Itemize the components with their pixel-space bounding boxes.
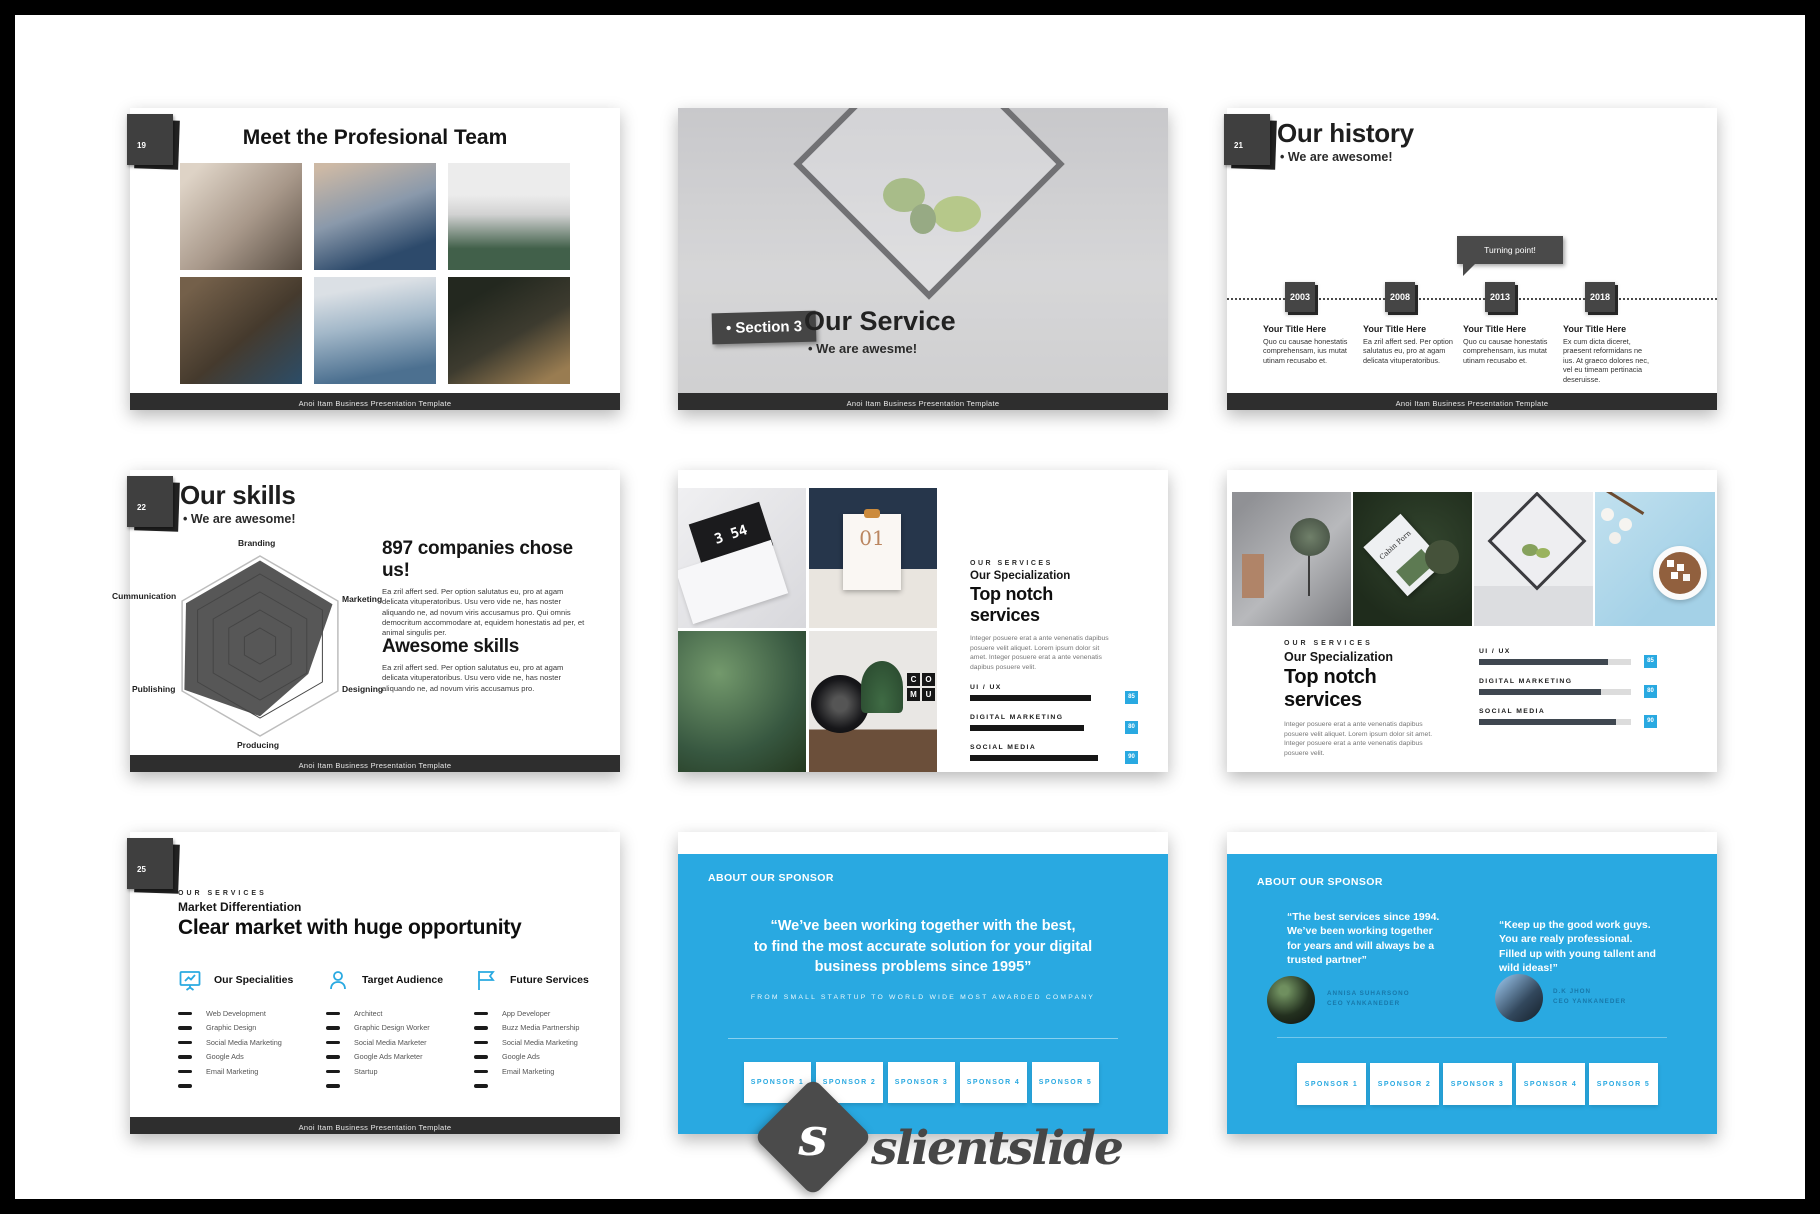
milestone (1463, 324, 1555, 365)
photo-cabin-book (1353, 492, 1472, 626)
slide-market[interactable] (130, 832, 620, 1134)
footer-text: Anoi Itam Business Presentation Template (1395, 399, 1549, 408)
list-item (178, 1064, 320, 1079)
testimonial-role: CEO YANKANEDER (1553, 998, 1627, 1005)
market-column-future (474, 968, 616, 1093)
testimonial-avatar (1267, 976, 1315, 1024)
cocoa-cup (1653, 546, 1707, 600)
radar-label: Cummunication (112, 591, 177, 601)
skills-block-1 (382, 538, 588, 638)
list-item (178, 1035, 320, 1050)
slide-number-badge (127, 838, 177, 894)
footer-text: Anoi Itam Business Presentation Template (298, 1123, 452, 1132)
team-photo-grid (180, 163, 570, 384)
moss-blob (1536, 548, 1550, 558)
testimonial-role: CEO YANKANEDER (1327, 1000, 1401, 1007)
letterboard-tile: O (922, 673, 935, 686)
item-text: Architect (354, 1008, 383, 1018)
quote-line: business problems since 1995” (814, 959, 1032, 976)
item-text: App Developer (502, 1008, 551, 1018)
services-text-block (970, 560, 1135, 774)
slide-subtitle: • We are awesome! (183, 512, 296, 526)
bar-fill (970, 695, 1091, 701)
column-header (178, 968, 320, 992)
services-title: Top notch services (1284, 666, 1377, 711)
logo-monogram: s (798, 1106, 828, 1168)
services-body: Integer posuere erat a ante venenatis dapibus posuere velit aliquet. Lorem ipsum dolor sit amet. Integer posuere erat a ante venenatis dapibus posuere velit. (970, 635, 1109, 671)
section-badge: • Section 3 (712, 311, 817, 345)
footer-text: Anoi Itam Business Presentation Template (298, 761, 452, 770)
milestone-body: Quo cu causae honestatis comprehensam, ius mutat utinam recusabo et. (1463, 337, 1548, 365)
services-text-block (1284, 640, 1449, 758)
bar-value-badge: 80 (1125, 721, 1138, 734)
timeline-year-badge (1385, 282, 1415, 312)
slide-number: 25 (137, 865, 146, 874)
item-text: Social Media Marketing (206, 1037, 282, 1047)
team-photo-man-camera (180, 277, 302, 384)
column-items (474, 1006, 616, 1093)
book-title: Cabin Porn (1377, 529, 1413, 562)
photo-terrarium (1474, 492, 1593, 626)
item-text: Google Ads (206, 1052, 244, 1062)
macaron (1425, 540, 1459, 574)
testimonial-avatar (1495, 974, 1543, 1022)
services-photo-row (1232, 492, 1717, 626)
sponsor-blue-panel (678, 854, 1168, 1134)
year-text: 2003 (1289, 292, 1311, 302)
column-header (326, 968, 468, 992)
radar-label: Publishing (132, 684, 176, 694)
column-title: Future Services (510, 974, 589, 986)
year-text: 2008 (1389, 292, 1411, 302)
year-text: 2013 (1489, 292, 1511, 302)
testimonial-quote: “Keep up the good work guys. You are realy professional. Filled up with young tallent and wild ideas!” (1499, 919, 1656, 975)
dash-bullet (178, 1012, 192, 1016)
dash-bullet (178, 1084, 192, 1088)
bar-label: DIGITAL MARKETING (970, 714, 1064, 722)
skill-bar (970, 684, 1135, 701)
list-item (326, 1006, 468, 1021)
dash-bullet (178, 1026, 192, 1030)
market-eyebrow: OUR SERVICES (178, 890, 267, 897)
services-title: Top notch services (970, 584, 1053, 625)
item-text: Social Media Marketing (502, 1037, 578, 1047)
testimonial-name: D.K JHON (1553, 988, 1592, 995)
skills-body-2: Ea zril affert sed. Per option salutatus eu, pro at agam delicata vituperatoribus. Usu vero vide ne, has noster aliquando ne, ad novum viris accusamus pro. (382, 663, 564, 693)
dash-bullet (326, 1026, 340, 1030)
list-item (326, 1079, 468, 1094)
column-title: Target Audience (362, 974, 444, 986)
slide-footer (130, 755, 620, 772)
list-item (178, 1006, 320, 1021)
laptop-keyboard (678, 540, 788, 624)
column-items (178, 1006, 320, 1093)
slide-history[interactable] (1227, 108, 1717, 410)
bar-track (970, 695, 1112, 701)
sponsor-button[interactable] (1370, 1063, 1439, 1105)
sponsor-button[interactable] (1516, 1063, 1585, 1105)
flag-icon (474, 968, 498, 992)
team-photo-man-denim (314, 277, 436, 384)
dash-bullet (474, 1084, 488, 1088)
column-header (474, 968, 616, 992)
dash-bullet (474, 1026, 488, 1030)
presentation-chart-icon (178, 968, 202, 992)
item-text: Google Ads Marketer (354, 1052, 423, 1062)
sponsor-button[interactable] (1589, 1063, 1658, 1105)
services-eyebrow: OUR SERVICES (1284, 640, 1373, 647)
timeline-year-badge (1285, 282, 1315, 312)
sponsor-button-label: SPONSOR 4 (966, 1079, 1021, 1086)
potted-plant (861, 661, 903, 713)
bar-fill (1479, 689, 1601, 695)
list-item (178, 1021, 320, 1036)
photo-plant-leaves (678, 631, 806, 772)
slide-subtitle: • We are awesome! (1280, 150, 1393, 164)
milestone (1363, 324, 1455, 365)
bar-value-badge: 80 (1644, 685, 1657, 698)
sponsor-button[interactable] (1443, 1063, 1512, 1105)
slide-team[interactable] (130, 108, 620, 410)
market-column-audience (326, 968, 468, 1093)
timeline-year-badge (1485, 282, 1515, 312)
slientslide-diamond-icon (754, 1078, 873, 1197)
sponsor-quote (723, 916, 1123, 978)
milestone-heading: Your Title Here (1263, 324, 1327, 334)
sponsor-button-label: SPONSOR 1 (1304, 1080, 1359, 1088)
slide-number-badge (1224, 114, 1274, 170)
dash-bullet (474, 1055, 488, 1059)
radar-label: Producing (237, 740, 280, 750)
photo-cotton-cocoa (1595, 492, 1715, 626)
slide-section[interactable] (678, 108, 1168, 410)
dash-bullet (326, 1084, 340, 1088)
calendar-clip (864, 509, 880, 518)
slientslide-logo (759, 1095, 1239, 1214)
item-text: Email Marketing (502, 1066, 555, 1076)
column-title: Our Specialities (214, 974, 294, 986)
radar-label: Designing (342, 684, 384, 694)
copper-door (1242, 554, 1264, 598)
team-photo-man-map (314, 163, 436, 270)
milestone-heading: Your Title Here (1563, 324, 1627, 334)
milestone-body: Ea zril affert sed. Per option salutatus eu, pro at agam delicata vituperatoribus. (1363, 337, 1453, 365)
section-image (678, 108, 1168, 410)
footer-text: Anoi Itam Business Presentation Template (298, 399, 452, 408)
bar-value-badge: 90 (1125, 751, 1138, 764)
team-photo-man-suit (448, 277, 570, 384)
photo-laptop-clock (678, 488, 806, 628)
list-item (474, 1021, 616, 1036)
slide-number-badge (127, 476, 177, 532)
milestone-heading: Your Title Here (1463, 324, 1527, 334)
testimonial-name-block (1553, 988, 1626, 1005)
slide-number: 19 (137, 141, 146, 150)
slide-number-badge (127, 114, 177, 170)
letterboard-tile: M (907, 688, 920, 701)
testimonial-name: ANNISA SUHARSONO (1327, 990, 1410, 997)
item-text: Buzz Media Partnership (502, 1023, 580, 1033)
bar-label: UI / UX (1479, 648, 1511, 655)
sponsor-label: ABOUT OUR SPONSOR (1257, 876, 1383, 888)
dash-bullet (178, 1041, 192, 1045)
slide-footer (130, 393, 620, 410)
cocoa (1659, 552, 1701, 594)
badge-front (127, 838, 173, 889)
item-text: Graphic Design (206, 1023, 257, 1033)
year-text: 2018 (1589, 292, 1611, 302)
team-photo-woman-hat (180, 163, 302, 270)
bar-value-badge: 85 (1644, 655, 1657, 668)
slide-title: Meet the Profesional Team (242, 126, 508, 149)
radar-label: Branding (238, 538, 276, 548)
slide-services-a[interactable] (678, 470, 1168, 772)
slide-sponsor-testimonials[interactable] (1227, 832, 1717, 1134)
cotton-ball (1609, 532, 1621, 544)
dash-bullet (326, 1012, 340, 1016)
list-item (326, 1050, 468, 1065)
photo-courtyard-tree (1232, 492, 1351, 626)
sponsor-button-label: SPONSOR 2 (1377, 1080, 1432, 1088)
slide-footer (130, 1117, 620, 1134)
skills-body-1: Ea zril affert sed. Per option salutatus eu, pro at agam delicata vituperatoribus. Usu vero vide ne, has noster aliquando ne, ad novum viris accusamus pro. Qui omnis democritum accommodare at, equidem honestatis ad per, et animal singulis per. (382, 587, 585, 637)
list-item (474, 1064, 616, 1079)
sponsor-tagline: FROM SMALL STARTUP TO WORLD WIDE MOST AWARDED COMPANY (750, 994, 1096, 1001)
market-title: Clear market with huge opportunity (178, 916, 522, 939)
list-item (326, 1021, 468, 1036)
sponsor-button-label: SPONSOR 3 (1450, 1080, 1505, 1088)
services-subheading: Our Specialization (970, 570, 1071, 582)
image-overlay (678, 108, 1168, 410)
slide-number: 22 (137, 503, 146, 512)
skill-bar (1479, 648, 1654, 665)
sponsor-buttons (1297, 1063, 1658, 1105)
sponsor-button[interactable] (1297, 1063, 1366, 1105)
user-icon (326, 968, 350, 992)
slide-sponsor-quote[interactable] (678, 832, 1168, 1134)
list-item (178, 1079, 320, 1094)
logo-wordmark: slientslide (871, 1121, 1122, 1176)
market-subheading: Market Differentiation (178, 900, 302, 914)
dash-bullet (474, 1012, 488, 1016)
sponsor-button-label: SPONSOR 4 (1523, 1080, 1578, 1088)
footer-text: Anoi Itam Business Presentation Template (846, 399, 1000, 408)
dash-bullet (178, 1055, 192, 1059)
sponsor-button-label: SPONSOR 5 (1596, 1080, 1651, 1088)
sponsor-label: ABOUT OUR SPONSOR (708, 872, 834, 884)
terrarium-cube-icon (1488, 492, 1587, 590)
bar-label: SOCIAL MEDIA (1479, 708, 1546, 715)
dash-bullet (474, 1041, 488, 1045)
list-item (474, 1035, 616, 1050)
bar-track (1479, 689, 1631, 695)
letterboard-tile: C (907, 673, 920, 686)
services-subheading: Our Specialization (1284, 650, 1394, 664)
services-body: Integer posuere erat a ante venenatis dapibus posuere velit aliquet. Lorem ipsum dolor sit amet. Integer posuere erat a ante venenatis dapibus posuere velit. (1284, 721, 1433, 757)
bar-label: UI / UX (970, 684, 1002, 692)
bar-fill (1479, 659, 1608, 665)
services-photo-grid (678, 488, 937, 772)
dash-bullet (178, 1070, 192, 1074)
bar-track (970, 725, 1112, 731)
skill-bar (970, 714, 1135, 731)
flip-clock-time: 3 54 (712, 522, 750, 548)
bar-label: SOCIAL MEDIA (970, 744, 1037, 752)
quote-line: “We’ve been working together with the best, (770, 918, 1076, 934)
bar-value-badge: 90 (1644, 715, 1657, 728)
sponsor-button-label: SPONSOR 3 (894, 1079, 949, 1086)
slide-services-b[interactable] (1227, 470, 1717, 772)
marshmallow (1677, 564, 1684, 571)
marshmallow (1667, 560, 1674, 567)
bar-fill (970, 755, 1098, 761)
dash-bullet (326, 1070, 340, 1074)
item-text: Web Development (206, 1008, 266, 1018)
skill-bar (1479, 678, 1654, 695)
divider (1277, 1037, 1667, 1038)
list-item (178, 1050, 320, 1065)
skill-bar (970, 744, 1135, 761)
calendar-card (843, 514, 901, 590)
cotton-ball (1601, 508, 1614, 521)
quote-line: to find the most accurate solution for your digital (753, 938, 1093, 955)
item-text: Google Ads (502, 1052, 540, 1062)
section-title: Our Service (804, 306, 956, 336)
skills-heading-1: 897 companies chose us! (382, 538, 573, 581)
letterboard-tile: U (922, 688, 935, 701)
dash-bullet (326, 1041, 340, 1045)
skills-block-2 (382, 636, 588, 694)
turning-point-callout (1457, 236, 1563, 264)
bar-label: DIGITAL MARKETING (1479, 678, 1573, 685)
bar-track (1479, 719, 1631, 725)
skill-bars (970, 684, 1135, 761)
bar-track (970, 755, 1112, 761)
item-text: Startup (354, 1066, 378, 1076)
milestone-body: Quo cu causae honestatis comprehensam, ius mutat utinam recusabo et. (1263, 337, 1348, 365)
list-item (474, 1079, 616, 1094)
list-item (326, 1064, 468, 1079)
marshmallow (1671, 572, 1678, 579)
timeline-year-badge (1585, 282, 1615, 312)
item-text: Social Media Marketer (354, 1037, 427, 1047)
services-eyebrow: OUR SERVICES (970, 560, 1053, 567)
column-items (326, 1006, 468, 1093)
radar-label: Marketing (342, 594, 383, 604)
testimonial-quote: “The best services since 1994. We’ve been working together for years and will always be a trusted partner” (1287, 911, 1440, 967)
photo-lens-letterboard (809, 631, 937, 772)
dash-bullet (326, 1055, 340, 1059)
bar-value-badge: 85 (1125, 691, 1138, 704)
sponsor-button-label: SPONSOR 5 (1038, 1079, 1093, 1086)
milestone-heading: Your Title Here (1363, 324, 1427, 334)
milestone (1263, 324, 1355, 365)
slide-footer (1227, 393, 1717, 410)
list-item (326, 1035, 468, 1050)
radar-chart (112, 538, 384, 750)
calendar-day: 01 (859, 526, 885, 550)
item-text: Graphic Design Worker (354, 1023, 430, 1033)
badge-front (127, 114, 173, 165)
slide-footer (678, 393, 1168, 410)
list-item (474, 1006, 616, 1021)
testimonial-name-block (1327, 990, 1410, 1007)
badge-front (127, 476, 173, 527)
milestone (1563, 324, 1655, 384)
market-header (178, 890, 521, 940)
marshmallow (1683, 574, 1690, 581)
callout-text: Turning point! (1484, 245, 1536, 255)
slide-title: Our skills (180, 480, 296, 510)
cotton-ball (1619, 518, 1632, 531)
bar-track (1479, 659, 1631, 665)
bar-fill (1479, 719, 1616, 725)
skill-bar (1479, 708, 1654, 725)
skill-bars (1479, 648, 1654, 738)
sponsor-button-label: SPONSOR 1 (750, 1079, 805, 1086)
skills-heading-2: Awesome skills (382, 636, 519, 657)
sponsor-button-label: SPONSOR 2 (822, 1079, 877, 1086)
team-photo-boy-mustache (448, 163, 570, 270)
photo-calendar-person (809, 488, 937, 628)
slide-number: 21 (1234, 141, 1243, 150)
bar-fill (970, 725, 1084, 731)
sponsor-blue-panel (1227, 854, 1717, 1134)
radar-svg (160, 546, 360, 746)
divider (728, 1038, 1118, 1039)
tree-trunk (1308, 550, 1310, 596)
dash-bullet (474, 1070, 488, 1074)
tree-canopy (1290, 518, 1330, 556)
section-subtitle: • We are awesme! (808, 341, 918, 356)
item-text: Email Marketing (206, 1066, 259, 1076)
milestone-body: Ex cum dicta diceret, praesent reformidans ne ius. At graeco dolores nec, vel eu timeam pertinacia deseruisse. (1563, 337, 1649, 384)
slide-title: Our history (1277, 118, 1414, 148)
badge-front (1224, 114, 1270, 165)
market-column-specialities (178, 968, 320, 1093)
list-item (474, 1050, 616, 1065)
slide-skills[interactable] (112, 470, 620, 772)
